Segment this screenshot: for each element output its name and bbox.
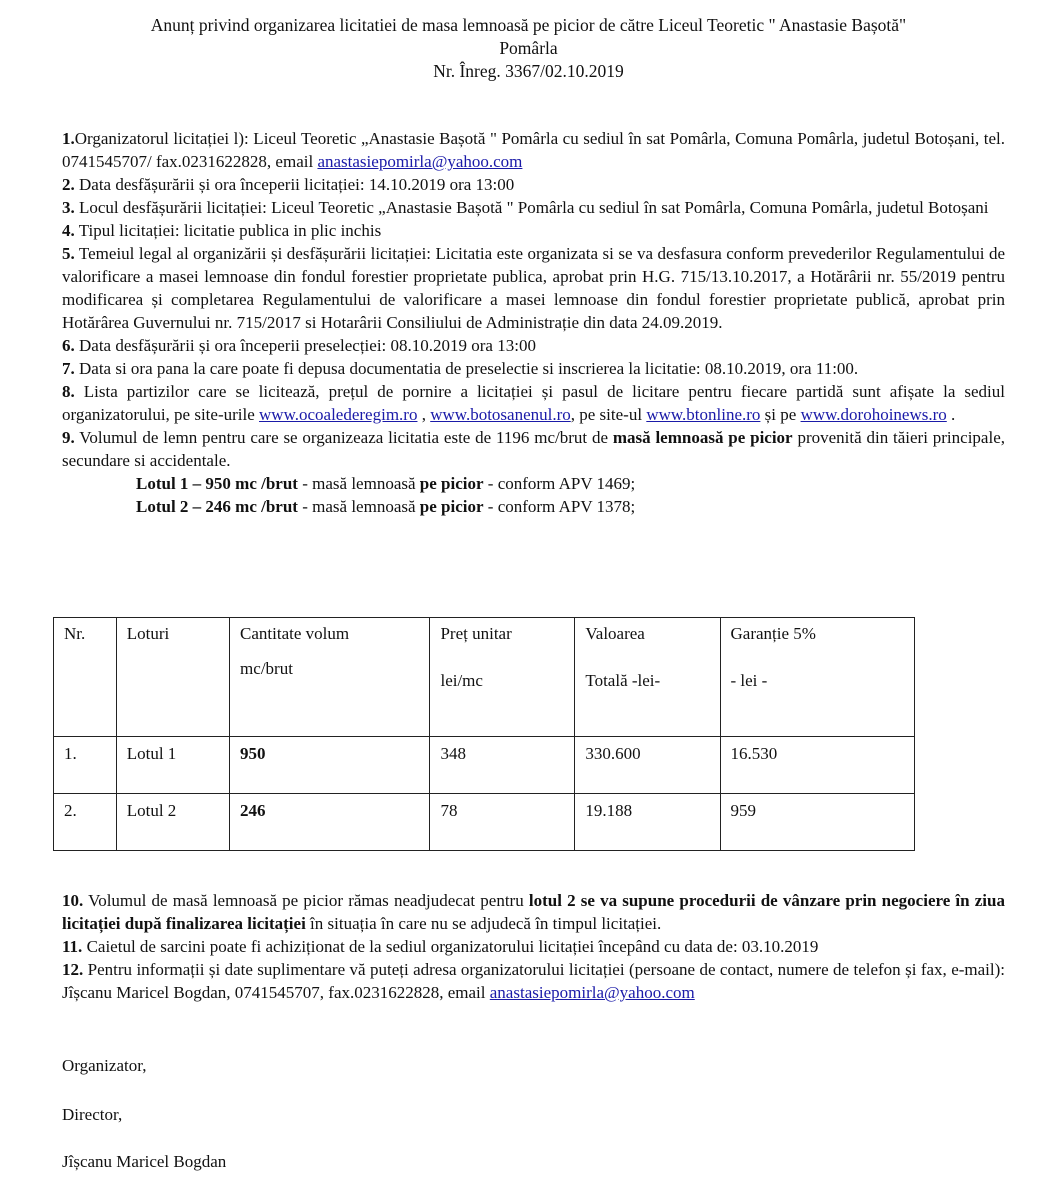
cell-nr: 2. <box>54 794 117 851</box>
cell-lot: Lotul 2 <box>116 794 229 851</box>
item-10: 10. Volumul de masă lemnoasă pe picior rămas neadjudecat pentru lotul 2 se va supune procedurii de vânzare prin negociere în ziua licitației după finalizarea licitației în situația în care nu se adjudecă în timpul licitației. <box>62 891 1005 933</box>
link-ocoalederegim[interactable]: www.ocoalederegim.ro <box>259 405 418 424</box>
lots-table <box>53 617 915 851</box>
item-6: 6. Data desfășurării și ora începerii preselecției: 08.10.2019 ora 13:00 <box>62 336 536 355</box>
signature-role-director: Director, <box>62 1105 123 1124</box>
document-location: Pomârla <box>499 38 558 58</box>
cell-volume: 246 <box>230 794 430 851</box>
item-3: 3. Locul desfășurării licitației: Liceul Teoretic „Anastasie Bașotă " Pomârla cu sediul în sat Pomârla, Comuna Pomârla, judetul Botoșani <box>62 198 989 217</box>
link-dorohoinews[interactable]: www.dorohoinews.ro <box>800 405 947 424</box>
cell-unit-price: 78 <box>430 794 575 851</box>
lot-1-line: Lotul 1 – 950 mc /brut - masă lemnoasă pe picior - conform APV 1469; <box>136 474 636 493</box>
cell-lot: Lotul 1 <box>116 737 229 794</box>
item-7: 7. Data si ora pana la care poate fi depusa documentatia de preselectie si inscrierea la licitatie: 08.10.2019, ora 11:00. <box>62 359 859 378</box>
item-8: 8. Lista partizilor care se licitează, prețul de pornire a licitației și pasul de licitare pentru fiecare partidă sunt afișate la sediul organizatorului, pe site-urile www.ocoalederegim.ro , www.botosanenul.ro, pe site-ul www.btonline.ro și pe www.dorohoinews.ro . <box>62 382 1005 424</box>
link-btonline[interactable]: www.btonline.ro <box>646 405 761 424</box>
header-garantie: Garanție 5% - lei - <box>720 618 915 737</box>
document-header <box>0 14 1057 83</box>
cell-nr: 1. <box>54 737 117 794</box>
item-4: 4. Tipul licitației: licitatie publica in plic inchis <box>62 221 382 240</box>
link-botosanenul[interactable]: www.botosanenul.ro <box>430 405 571 424</box>
item-12: 12. Pentru informații și date suplimentare vă puteți adresa organizatorului licitației (persoane de contact, numere de telefon și fax, e-mail): Jîșcanu Maricel Bogdan, 0741545707, fax.0231622828, email anastasiepomirla@yahoo.com <box>62 960 1005 1002</box>
signature-role-organizer: Organizator, <box>62 1056 147 1075</box>
header-nr: Nr. <box>54 618 117 737</box>
cell-volume: 950 <box>230 737 430 794</box>
cell-guarantee: 959 <box>720 794 915 851</box>
cell-total: 19.188 <box>575 794 720 851</box>
table-row <box>54 794 915 851</box>
email-link[interactable]: anastasiepomirla@yahoo.com <box>489 983 695 1002</box>
header-cantitate: Cantitate volum mc/brut <box>230 618 430 737</box>
announcement-footer <box>62 889 1005 1004</box>
header-valoarea: Valoarea Totală -lei- <box>575 618 720 737</box>
item-5: 5. Temeiul legal al organizării și desfășurării licitației: Licitatia este organizata si se va desfasura conform prevederilor Regulamentului de valorificare a masei lemnoase din fondul forestier proprietate publica, aprobat prin H.G. 715/13.10.2017, a Hotărârii nr. 55/2019 pentru modificarea și completarea Regulamentului de valorificare a masei lemnoase din fondul forestier proprietate publică, aprobat prin Hotărârea Guvernului nr. 715/2017 si Hotarârii Consiliului de Administrație din data 24.09.2019. <box>62 244 1005 332</box>
table-header-row <box>54 618 915 737</box>
cell-unit-price: 348 <box>430 737 575 794</box>
signature-name: Jîșcanu Maricel Bogdan <box>62 1152 227 1171</box>
announcement-body <box>62 127 1005 518</box>
document-title: Anunț privind organizarea licitatiei de masa lemnoasă pe picior de către Liceul Teoretic " Anastasie Bașotă" <box>150 15 907 35</box>
lot-2-line: Lotul 2 – 246 mc /brut - masă lemnoasă pe picior - conform APV 1378; <box>136 497 636 516</box>
item-9: 9. Volumul de lemn pentru care se organizeaza licitatia este de 1196 mc/brut de masă lemnoasă pe picior provenită din tăieri principale, secundare si accidentale. <box>62 428 1005 470</box>
header-pret: Preț unitar lei/mc <box>430 618 575 737</box>
table-row <box>54 737 915 794</box>
item-2: 2. Data desfășurării și ora începerii licitației: 14.10.2019 ora 13:00 <box>62 175 515 194</box>
registration-number: Nr. Înreg. 3367/02.10.2019 <box>433 61 624 81</box>
item-1: 1.Organizatorul licitației l): Liceul Teoretic „Anastasie Bașotă " Pomârla cu sediul în sat Pomârla, Comuna Pomârla, judetul Botoșani, tel. 0741545707/ fax.0231622828, email anastasiepomirla@yahoo.com <box>62 129 1005 171</box>
cell-total: 330.600 <box>575 737 720 794</box>
header-loturi: Loturi <box>116 618 229 737</box>
cell-guarantee: 16.530 <box>720 737 915 794</box>
email-link[interactable]: anastasiepomirla@yahoo.com <box>317 152 523 171</box>
item-11: 11. Caietul de sarcini poate fi achiziționat de la sediul organizatorului licitației începând cu data de: 03.10.2019 <box>62 937 819 956</box>
